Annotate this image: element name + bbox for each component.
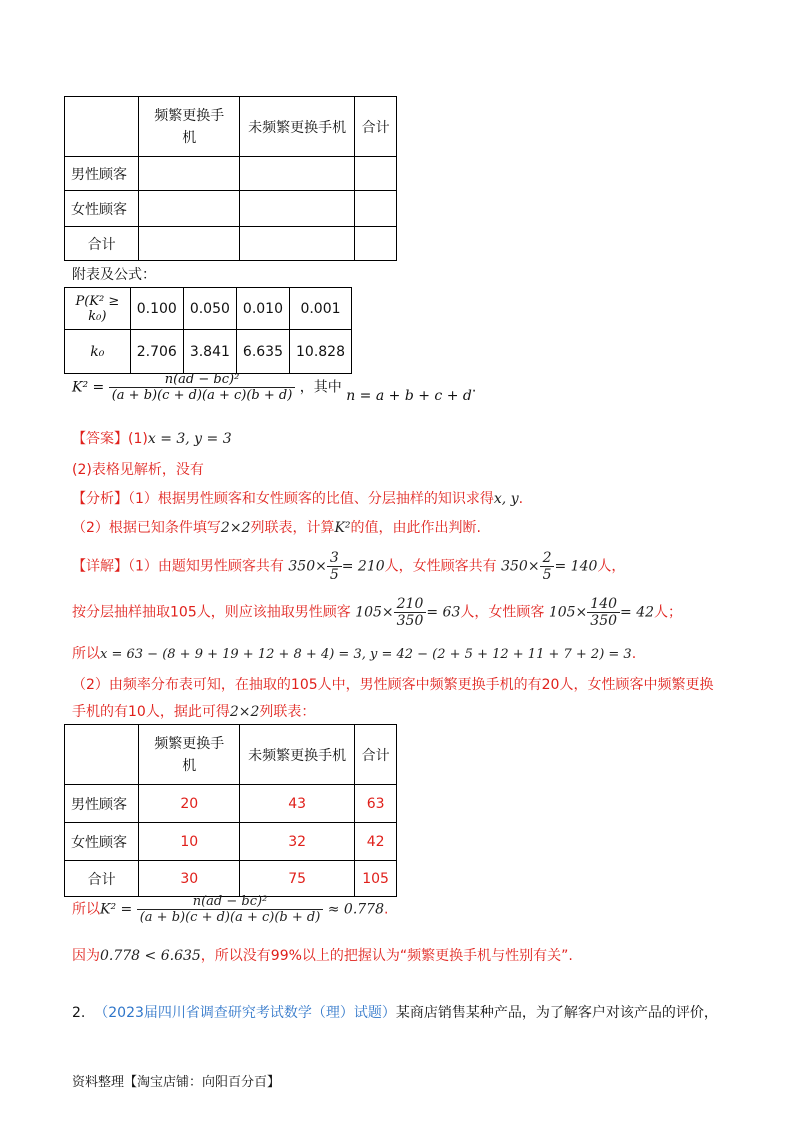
table-cell: 75: [240, 861, 355, 897]
table-cell: [355, 191, 397, 227]
table-cell: 0.100: [130, 288, 183, 330]
table-cell: [65, 725, 139, 785]
row-label: 女性顾客: [65, 191, 139, 227]
conclusion-line-2: 因为0.778 < 6.635，所以没有99%以上的把握认为“频繁更换手机与性别有关”.: [72, 948, 573, 964]
table-cell: 6.635: [236, 330, 289, 374]
table-header: 合计: [355, 725, 397, 785]
row-label: 男性顾客: [65, 157, 139, 191]
table-cell: 63: [355, 785, 397, 823]
probability-label: P(K² ≥ k₀): [65, 288, 131, 330]
table-cell: 20: [139, 785, 240, 823]
answer-line-2: (2)表格见解析，没有: [72, 462, 204, 478]
question-source: （2023届四川省调查研究考试数学（理）试题）: [94, 1005, 396, 1021]
answer-line-1: 【答案】(1)x = 3, y = 3: [72, 431, 232, 447]
table-header: 频繁更换手 机: [139, 97, 240, 157]
table-cell: 43: [240, 785, 355, 823]
table-cell: 0.010: [236, 288, 289, 330]
table-cell: 3.841: [183, 330, 236, 374]
detail-line-3: 所以x = 63 − (8 + 9 + 19 + 12 + 8 + 4) = 3, y = 42 − (2 + 5 + 12 + 11 + 7 + 2) = 3.: [72, 646, 637, 662]
table-cell: [240, 157, 355, 191]
table-header: 合计: [355, 97, 397, 157]
row-label: 女性顾客: [65, 823, 139, 861]
table-cell: [355, 227, 397, 261]
detail-line-4: （2）由频率分布表可知，在抽取的105人中，男性顾客中频繁更换手机的有20人，女性顾客中频繁更换: [72, 677, 714, 693]
row-label: 合计: [65, 227, 139, 261]
k0-label: k₀: [65, 330, 131, 374]
table-cell: 42: [355, 823, 397, 861]
table-cell: 105: [355, 861, 397, 897]
conclusion-line-1: 所以K² = $\frac{\text{n(ad − bc)²}}{(a + b)(c + d)(a + c)(b + d)}$ ≈ 0.778.: [72, 894, 389, 925]
critical-value-table: [64, 287, 352, 374]
contingency-table-filled: [64, 724, 397, 897]
table-header: 未频繁更换手机: [240, 97, 355, 157]
table-cell: [65, 97, 139, 157]
table-cell: [355, 157, 397, 191]
table-cell: 30: [139, 861, 240, 897]
appendix-label: 附表及公式：: [72, 267, 156, 283]
table-cell: [240, 227, 355, 261]
footer-text: 资料整理【淘宝店铺：向阳百分百】: [72, 1075, 281, 1090]
table-cell: [240, 191, 355, 227]
table-cell: 2.706: [130, 330, 183, 374]
table-cell: 10: [139, 823, 240, 861]
detail-line-5: 手机的有10人，据此可得2×2列联表：: [72, 704, 316, 720]
table-header: 频繁更换手 机: [139, 725, 240, 785]
analysis-line-2: （2）根据已知条件填写2×2列联表，计算K²的值，由此作出判断.: [72, 520, 481, 536]
detail-line-1: 【详解】（1）由题知男性顾客共有 350× $\frac{3}{5}$ = 210人，女性顾客共有 350× $\frac{2}{5}$ = 140人，: [72, 550, 626, 583]
row-label: 男性顾客: [65, 785, 139, 823]
k-squared-formula: K² = $\frac{\text{n(ad − bc)²}}{(a + b)(c + d)(a + c)(b + d)}$ ，其中 n = a + b + c + d.: [72, 372, 477, 404]
contingency-table-blank: [64, 96, 397, 261]
analysis-line-1: 【分析】（1）根据男性顾客和女性顾客的比值、分层抽样的知识求得x, y.: [72, 491, 524, 507]
table-cell: [139, 157, 240, 191]
table-cell: [139, 191, 240, 227]
row-label: 合计: [65, 861, 139, 897]
detail-line-2: 按分层抽样抽取105人，则应该抽取男性顾客 105× $\frac{210}{350}$ = 63人，女性顾客 105× $\frac{140}{350}$ = 42人；: [72, 596, 683, 629]
table-cell: 10.828: [290, 330, 352, 374]
table-header: 未频繁更换手机: [240, 725, 355, 785]
table-cell: 0.001: [290, 288, 352, 330]
question-2: 2. （2023届四川省调查研究考试数学（理）试题）某商店销售某种产品，为了解客户对该产品的评价，: [72, 1005, 718, 1021]
table-cell: 32: [240, 823, 355, 861]
table-cell: [139, 227, 240, 261]
table-cell: 0.050: [183, 288, 236, 330]
